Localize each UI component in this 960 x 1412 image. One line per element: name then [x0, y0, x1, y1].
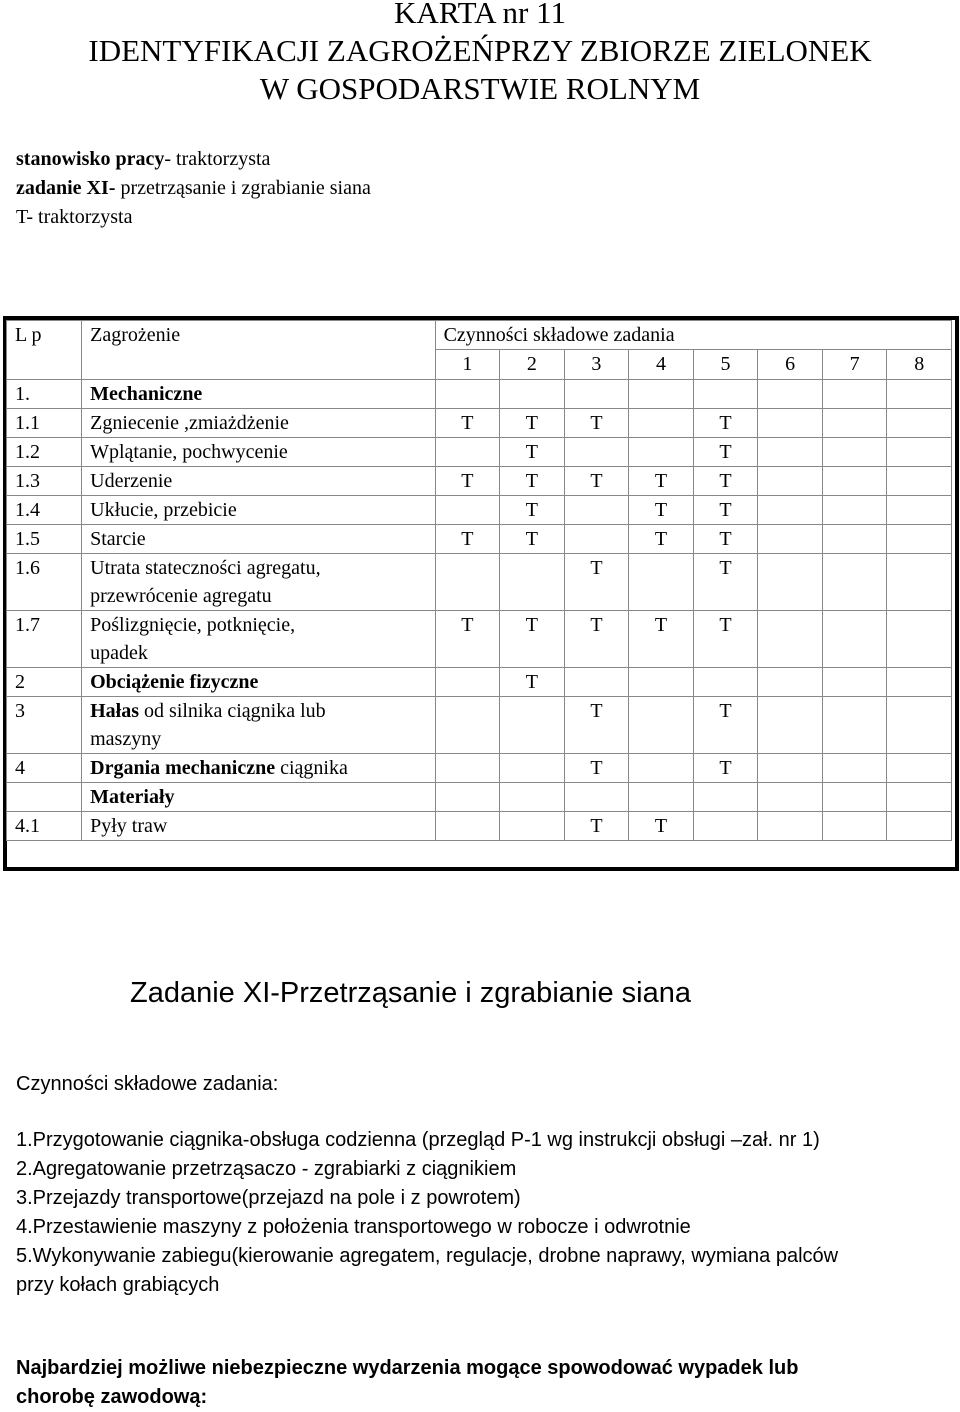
- hazard-label: Mechaniczne: [90, 383, 203, 405]
- hazard-label: Drgania mechaniczne: [90, 757, 276, 779]
- action-cell: [435, 783, 500, 812]
- action-cell: [500, 554, 565, 611]
- workstation-label: stanowisko pracy: [16, 148, 165, 170]
- step-item: 1.Przygotowanie ciągnika-obsługa codzienna (przegląd P-1 wg instrukcji obsługi –zał. nr 1): [16, 1129, 820, 1151]
- action-cell: T: [435, 525, 500, 554]
- action-cell: T: [693, 467, 758, 496]
- hazard-table: [6, 320, 952, 841]
- action-cell: [758, 697, 823, 754]
- card-number: KARTA nr 11: [394, 0, 566, 30]
- hazard-label-rest: od silnika ciągnika lub: [139, 700, 326, 722]
- row-hazard-name: [82, 496, 435, 525]
- row-lp: 3: [7, 697, 82, 754]
- action-cell: [629, 697, 694, 754]
- step-item: przy kołach grabiących: [16, 1274, 220, 1296]
- action-cell: [564, 783, 629, 812]
- title-line-3: W GOSPODARSTWIE ROLNYM: [259, 71, 701, 106]
- row-hazard-name: [82, 754, 435, 783]
- action-cell: [758, 554, 823, 611]
- action-cell: T: [500, 611, 565, 668]
- task-line: [16, 174, 371, 203]
- action-number-cell: 8: [887, 350, 952, 380]
- action-cell: [822, 812, 887, 841]
- action-cell: [435, 380, 500, 409]
- table-row: [7, 697, 952, 754]
- step-item: 5.Wykonywanie zabiegu(kierowanie agregatem, regulacje, drobne naprawy, wymiana palców: [16, 1245, 839, 1267]
- action-cell: T: [564, 611, 629, 668]
- workstation-line: [16, 145, 371, 174]
- action-cell: [887, 668, 952, 697]
- row-lp: 1.2: [7, 438, 82, 467]
- hazard-label-line-2: upadek: [90, 642, 148, 664]
- action-cell: T: [435, 409, 500, 438]
- table-row: [7, 380, 952, 409]
- action-cell: [822, 783, 887, 812]
- action-cell: [887, 525, 952, 554]
- action-cell: T: [564, 754, 629, 783]
- table-row: [7, 409, 952, 438]
- action-cell: [758, 525, 823, 554]
- action-cell: T: [500, 467, 565, 496]
- action-cell: [564, 668, 629, 697]
- title-line-2: IDENTYFIKACJI ZAGROŻEŃPRZY ZBIORZE ZIELONEK: [88, 33, 872, 68]
- action-cell: [822, 554, 887, 611]
- workstation-value: - traktorzysta: [164, 148, 271, 170]
- t-legend: T- traktorzysta: [16, 206, 133, 228]
- action-cell: [500, 380, 565, 409]
- closing-line-2: chorobę zawodową:: [16, 1386, 208, 1408]
- action-cell: [435, 554, 500, 611]
- action-number-cell: 1: [435, 350, 500, 380]
- action-cell: T: [629, 525, 694, 554]
- action-cell: T: [629, 467, 694, 496]
- action-cell: [887, 783, 952, 812]
- hazard-label: Pyły traw: [90, 815, 168, 837]
- action-cell: [822, 438, 887, 467]
- action-cell: T: [693, 554, 758, 611]
- action-cell: [500, 754, 565, 783]
- action-number-cell: 6: [758, 350, 823, 380]
- header-zagrozenie: Zagrożenie: [82, 321, 435, 380]
- step-item: 2.Agregatowanie przetrząsaczo - zgrabiarki z ciągnikiem: [16, 1158, 517, 1180]
- action-cell: [435, 754, 500, 783]
- action-cell: [887, 438, 952, 467]
- action-cell: T: [500, 668, 565, 697]
- row-lp: 2: [7, 668, 82, 697]
- meta-block: [16, 145, 371, 232]
- action-cell: [822, 525, 887, 554]
- action-cell: T: [629, 611, 694, 668]
- action-cell: [887, 611, 952, 668]
- action-cell: T: [693, 409, 758, 438]
- action-cell: [887, 467, 952, 496]
- hazard-label: Wplątanie, pochwycenie: [90, 441, 288, 463]
- action-cell: [693, 668, 758, 697]
- hazard-label-line-2: przewrócenie agregatu: [90, 585, 272, 607]
- action-cell: [887, 812, 952, 841]
- action-cell: T: [435, 611, 500, 668]
- action-cell: [629, 554, 694, 611]
- closing-line-1: Najbardziej możliwe niebezpieczne wydarzenia mogące spowodować wypadek lub: [16, 1357, 799, 1379]
- row-hazard-name: [82, 380, 435, 409]
- action-cell: T: [693, 496, 758, 525]
- action-cell: [758, 438, 823, 467]
- row-lp: 4.1: [7, 812, 82, 841]
- row-hazard-name: [82, 409, 435, 438]
- action-cell: [629, 380, 694, 409]
- action-cell: [822, 611, 887, 668]
- action-cell: [758, 611, 823, 668]
- table-row: [7, 467, 952, 496]
- action-cell: T: [564, 554, 629, 611]
- action-cell: [693, 812, 758, 841]
- action-cell: [629, 754, 694, 783]
- row-lp: 4: [7, 754, 82, 783]
- action-cell: T: [564, 812, 629, 841]
- table-row: [7, 783, 952, 812]
- czynnosci-heading: Czynności składowe zadania:: [16, 1073, 279, 1095]
- hazard-label-rest: ciągnika: [275, 757, 348, 779]
- header-lp: L p: [7, 321, 82, 380]
- action-cell: T: [693, 525, 758, 554]
- hazard-label: Utrata stateczności agregatu,: [90, 557, 321, 579]
- hazard-label-line-2: maszyny: [90, 728, 162, 750]
- action-cell: [435, 438, 500, 467]
- row-lp: 1.7: [7, 611, 82, 668]
- row-lp: 1.4: [7, 496, 82, 525]
- hazard-label: Ukłucie, przebicie: [90, 499, 237, 521]
- action-cell: [822, 754, 887, 783]
- action-cell: [758, 754, 823, 783]
- action-cell: T: [500, 525, 565, 554]
- document-title: [0, 0, 960, 108]
- table-row: [7, 525, 952, 554]
- action-cell: T: [500, 409, 565, 438]
- row-hazard-name: [82, 467, 435, 496]
- hazard-label: Zgniecenie ,zmiażdżenie: [90, 412, 289, 434]
- row-lp: [7, 783, 82, 812]
- task-value: przetrząsanie i zgrabianie siana: [115, 177, 371, 199]
- row-lp: 1.: [7, 380, 82, 409]
- action-cell: T: [500, 438, 565, 467]
- action-number-cell: 3: [564, 350, 629, 380]
- action-cell: [822, 409, 887, 438]
- action-cell: [822, 668, 887, 697]
- action-cell: [435, 668, 500, 697]
- table-row: [7, 668, 952, 697]
- table-row: [7, 554, 952, 611]
- closing-note: [16, 1354, 798, 1412]
- row-hazard-name: [82, 525, 435, 554]
- action-cell: T: [693, 611, 758, 668]
- action-cell: [758, 668, 823, 697]
- action-number-cell: 5: [693, 350, 758, 380]
- action-cell: [887, 496, 952, 525]
- action-cell: T: [629, 812, 694, 841]
- action-cell: T: [629, 496, 694, 525]
- action-cell: [629, 783, 694, 812]
- action-cell: T: [564, 409, 629, 438]
- hazard-label: Hałas: [90, 700, 140, 722]
- action-cell: [758, 496, 823, 525]
- task-label: zadanie XI-: [16, 177, 116, 199]
- action-cell: [693, 380, 758, 409]
- action-cell: T: [693, 754, 758, 783]
- action-cell: [758, 812, 823, 841]
- action-number-cell: 4: [629, 350, 694, 380]
- action-number-cell: 2: [500, 350, 565, 380]
- header-czynnosci: Czynności składowe zadania: [435, 321, 951, 350]
- row-lp: 1.5: [7, 525, 82, 554]
- action-cell: [564, 438, 629, 467]
- action-cell: T: [693, 438, 758, 467]
- action-cell: [822, 496, 887, 525]
- action-cell: [435, 697, 500, 754]
- action-cell: [822, 380, 887, 409]
- hazard-label: Starcie: [90, 528, 146, 550]
- row-lp: 1.6: [7, 554, 82, 611]
- action-cell: T: [564, 697, 629, 754]
- action-cell: [887, 380, 952, 409]
- action-cell: [887, 697, 952, 754]
- row-hazard-name: [82, 554, 435, 611]
- row-hazard-name: [82, 611, 435, 668]
- action-cell: [822, 467, 887, 496]
- table-header-row: [7, 321, 952, 350]
- action-cell: [629, 438, 694, 467]
- action-cell: [564, 380, 629, 409]
- action-cell: [564, 496, 629, 525]
- action-cell: [887, 409, 952, 438]
- table-row: [7, 611, 952, 668]
- table-row: [7, 812, 952, 841]
- hazard-label: Materiały: [90, 786, 175, 808]
- action-cell: [758, 783, 823, 812]
- action-cell: [822, 697, 887, 754]
- action-cell: [887, 554, 952, 611]
- row-hazard-name: [82, 438, 435, 467]
- table-row: [7, 754, 952, 783]
- action-cell: [500, 783, 565, 812]
- action-cell: [887, 754, 952, 783]
- action-cell: [758, 380, 823, 409]
- hazard-label: Poślizgnięcie, potknięcie,: [90, 614, 296, 636]
- hazard-label: Uderzenie: [90, 470, 173, 492]
- row-hazard-name: [82, 697, 435, 754]
- row-hazard-name: [82, 812, 435, 841]
- action-cell: T: [435, 467, 500, 496]
- action-cell: T: [693, 697, 758, 754]
- action-cell: [500, 812, 565, 841]
- action-cell: [758, 467, 823, 496]
- steps-list: [16, 1126, 956, 1300]
- table-row: [7, 438, 952, 467]
- action-cell: [435, 812, 500, 841]
- action-cell: T: [564, 467, 629, 496]
- action-number-cell: 7: [822, 350, 887, 380]
- step-item: 3.Przejazdy transportowe(przejazd na pole i z powrotem): [16, 1187, 521, 1209]
- action-cell: [693, 783, 758, 812]
- action-cell: [629, 409, 694, 438]
- action-cell: [629, 668, 694, 697]
- action-cell: T: [500, 496, 565, 525]
- section-title: Zadanie XI-Przetrząsanie i zgrabianie siana: [130, 977, 691, 1009]
- row-hazard-name: [82, 783, 435, 812]
- row-lp: 1.1: [7, 409, 82, 438]
- action-cell: [435, 496, 500, 525]
- table-row: [7, 496, 952, 525]
- action-cell: [758, 409, 823, 438]
- action-cell: [564, 525, 629, 554]
- row-lp: 1.3: [7, 467, 82, 496]
- action-cell: [500, 697, 565, 754]
- step-item: 4.Przestawienie maszyny z położenia transportowego w robocze i odwrotnie: [16, 1216, 691, 1238]
- row-hazard-name: [82, 668, 435, 697]
- hazard-label: Obciążenie fizyczne: [90, 671, 259, 693]
